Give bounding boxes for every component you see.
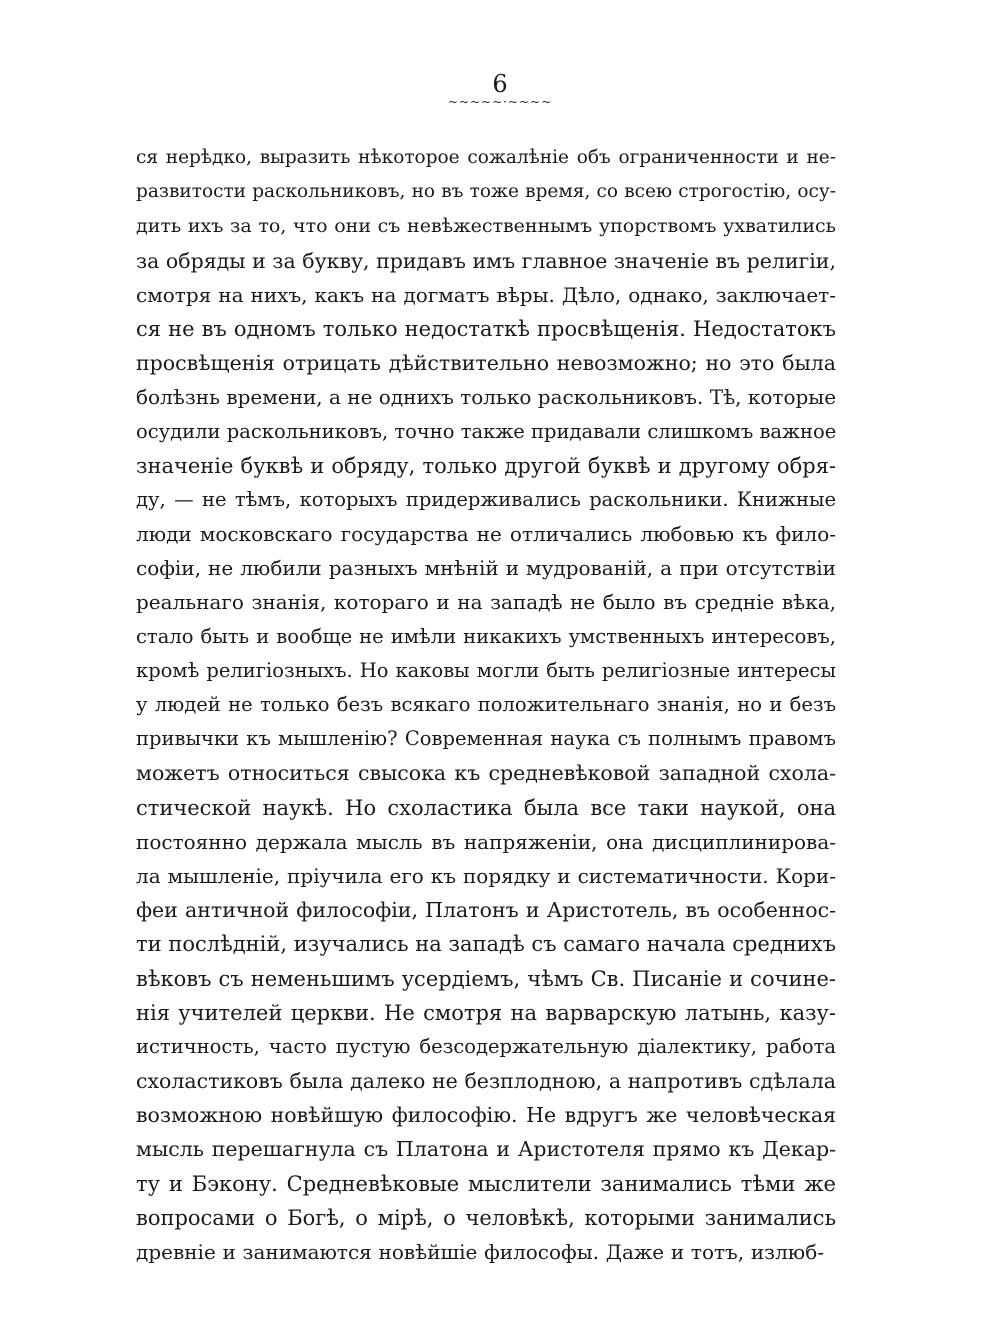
text-line: у людей не только безъ всякаго положительнаго знанія, но и безъ [136,693,836,716]
text-line: привычки къ мышленію? Современная наука съ полнымъ правомъ [136,727,836,751]
text-line: стало быть и вообще не имѣли никакихъ умственныхъ интересовъ, [136,624,836,648]
text-line: люди московскаго государства не отличались любовью къ фило- [136,522,836,547]
text-line: дить ихъ за то, что они съ невѣжественнымъ упорствомъ ухватились [136,215,836,238]
text-line: значеніе буквѣ и обряду, только другой буквѣ и другому обря- [136,453,836,478]
text-line: ла мышленіе, пріучила его къ порядку и систематичности. Кори- [136,863,836,888]
text-line: болѣзнь времени, а не однихъ только раскольниковъ. Тѣ, которые [136,385,837,410]
text-line: можетъ относиться свысока къ средневѣковой западной схола- [136,761,836,786]
text-line: ту и Бэкону. Средневѣковые мыслители занимались тѣми же [136,1171,836,1196]
text-line: за обряды и за букву, придавъ имъ главное значеніе въ религіи, [136,248,836,273]
text-line: вѣковъ съ неменьшимъ усердіемъ, чѣмъ Св. Писаніе и сочине- [136,966,836,991]
text-line: смотря на нихъ, какъ на догматъ вѣры. Дѣло, однако, заключает- [136,282,836,307]
text-line: осудили раскольниковъ, точно также придавали слишкомъ важное [136,419,837,443]
text-line: истичность, часто пустую безсодержательную діалектику, работа [136,1034,836,1058]
page-number: 6 [492,70,508,98]
text-line: мысль перешагнула съ Платона и Аристотеля прямо къ Декар- [136,1137,836,1162]
text-line: нія учителей церкви. Не смотря на варварскую латынь, казу- [136,1000,836,1025]
text-line: вопросами о Богѣ, о мірѣ, о человѣкѣ, которыми занимались [136,1205,836,1230]
text-line: ся нерѣдко, выразить нѣкоторое сожалѣніе объ ограниченности и не- [136,147,836,168]
text-line: реальнаго знанія, котораго и на западѣ не было въ средніе вѣка, [136,590,836,615]
text-line: развитости раскольниковъ, но въ тоже время, со всею строгостію, осу- [136,181,836,203]
text-line: возможною новѣйшую философію. Не вдругъ же человѣческая [136,1103,836,1128]
text-line: древніе и занимаются новѣйшіе философы. Даже и тотъ, излюб- [136,1240,824,1264]
text-line: софіи, не любили разныхъ мнѣній и мудрованій, а при отсутствіи [136,556,836,581]
text-line: просвѣщенія отрицать дѣйствительно невозможно; но это была [136,351,836,376]
text-line: ся не въ одномъ только недостаткѣ просвѣщенія. Недостатокъ [136,316,836,341]
text-line: стической наукѣ. Но схоластика была все таки наукой, она [136,795,836,820]
page-number-ornament: ~~~~~·~~~~ [447,95,553,109]
body-text [136,141,836,1269]
text-line: кромѣ религіозныхъ. Но каковы могли быть религіозные интересы [136,658,836,682]
text-line: ти послѣдній, изучались на западѣ съ самаго начала среднихъ [136,932,836,957]
text-line: ду, — не тѣмъ, которыхъ придерживались раскольники. Книжные [136,487,836,511]
text-line: феи античной философіи, Платонъ и Аристотель, въ особеннос- [136,898,836,923]
text-line: постоянно держала мысль въ напряженіи, она дисциплинирова- [136,829,836,854]
text-line: схоластиковъ была далеко не безплодною, а напротивъ сдѣлала [136,1069,836,1094]
